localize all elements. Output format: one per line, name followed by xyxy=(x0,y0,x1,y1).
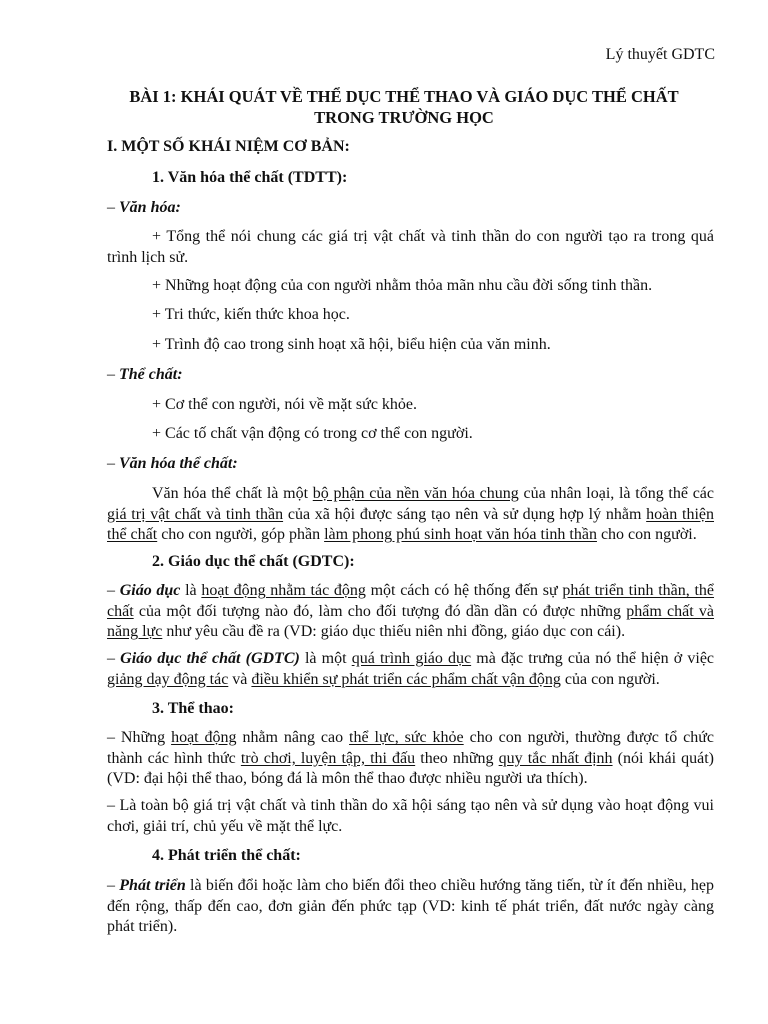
underlined-phrase: trò chơi, luyện tập, thi đấu xyxy=(240,749,416,767)
text-run: theo những xyxy=(415,749,499,767)
giao-duc-paragraph xyxy=(107,581,714,643)
title-line-1: BÀI 1: KHÁI QUÁT VỀ THỂ DỤC THỂ THAO VÀ GIÁO DỤC THỂ CHẤT xyxy=(129,87,679,106)
term-label: Thể chất: xyxy=(119,366,183,383)
subsection-heading-2: 2. Giáo dục thể chất (GDTC): xyxy=(152,553,355,570)
running-header: Lý thuyết GDTC xyxy=(605,46,715,63)
title-line-2: TRONG TRƯỜNG HỌC xyxy=(314,108,494,127)
underlined-phrase: điều khiển sự phát triển các phẩm chất vận động xyxy=(251,670,561,688)
underlined-phrase: hoạt động xyxy=(171,729,237,746)
text-run: là một xyxy=(299,650,352,667)
the-thao-paragraph-2: – Là toàn bộ giá trị vật chất và tinh thần do xã hội sáng tạo nên và sử dụng vào hoạt động vui chơi, giải trí, chủ yếu về mặt thể lực. xyxy=(107,797,714,835)
text-run: – xyxy=(107,650,121,667)
van-hoa-item-1: + Tổng thể nói chung các giá trị vật chất và tinh thần do con người tạo ra trong quá trình lịch sử. xyxy=(107,228,714,266)
text-run: của con người. xyxy=(560,670,660,688)
van-hoa-item-3: + Tri thức, kiến thức khoa học. xyxy=(152,306,350,323)
van-hoa-item-2: + Những hoạt động của con người nhằm thỏa mãn nhu cầu đời sống tinh thần. xyxy=(152,277,653,294)
lesson-title xyxy=(100,86,708,128)
text-run: và xyxy=(228,670,252,688)
text-run: (nói khái quát) (VD: đại hội thể thao, bóng đá là môn thể thao được nhiều người ưa thích). xyxy=(107,749,714,787)
underlined-phrase: phát triển tinh thần, thể chất xyxy=(107,582,715,620)
text-run: của một đối tượng nào đó, làm cho đối tượng đó dần dần có được những xyxy=(133,602,627,620)
van-hoa-item-4: + Trình độ cao trong sinh hoạt xã hội, biểu hiện của văn minh. xyxy=(152,336,551,353)
term-van-hoa: – Văn hóa: xyxy=(107,199,181,216)
text-run: như yêu cầu đề ra (VD: giáo dục thiếu niên nhi đồng, giáo dục con cái). xyxy=(162,623,626,640)
underlined-phrase: hoạt động nhằm tác động xyxy=(201,582,366,599)
subsection-heading-3: 3. Thể thao: xyxy=(152,700,234,717)
underlined-phrase: hoàn thiện thể chất xyxy=(107,505,715,543)
underlined-phrase: giá trị vật chất và tinh thần xyxy=(107,505,284,523)
text-run: cho con người. xyxy=(596,526,697,543)
underlined-phrase: giảng dạy động tác xyxy=(107,670,229,688)
underlined-phrase: quy tắc nhất định xyxy=(498,749,613,767)
underlined-phrase: làm phong phú sinh hoạt văn hóa tinh thần xyxy=(324,526,597,543)
the-thao-paragraph-1 xyxy=(107,728,714,790)
subsection-heading-4: 4. Phát triển thể chất: xyxy=(152,847,301,864)
term-label: Văn hóa thể chất: xyxy=(119,455,238,472)
the-chat-item-2: + Các tố chất vận động có trong cơ thể con người. xyxy=(152,425,473,442)
underlined-phrase: phẩm chất và năng lực xyxy=(107,602,715,640)
phat-trien-paragraph xyxy=(107,876,714,938)
gdtc-paragraph xyxy=(107,649,714,690)
van-hoa-the-chat-paragraph xyxy=(107,484,714,546)
term-the-chat: – Thể chất: xyxy=(107,366,183,383)
subsection-heading-1: 1. Văn hóa thể chất (TDTT): xyxy=(152,169,348,186)
text-run: của xã hội được sáng tạo nên và sử dụng hợp lý nhằm xyxy=(283,505,647,523)
term-van-hoa-the-chat: – Văn hóa thể chất: xyxy=(107,455,238,472)
underlined-phrase: quá trình giáo dục xyxy=(351,650,472,667)
text-run: là xyxy=(180,582,202,599)
text-run: cho con người, góp phần xyxy=(157,526,325,543)
the-chat-item-1: + Cơ thể con người, nói về mặt sức khỏe. xyxy=(152,396,418,413)
term-label: Giáo dục thể chất (GDTC) xyxy=(120,650,300,667)
text-run: – xyxy=(107,877,120,894)
text-run: nhằm nâng cao xyxy=(236,729,350,746)
underlined-phrase: thể lực, sức khỏe xyxy=(349,729,464,746)
text-run: – Những xyxy=(107,729,172,746)
term-label: Văn hóa: xyxy=(119,199,181,216)
text-run: là biến đổi hoặc làm cho biến đổi theo chiều hướng tăng tiến, từ ít đến nhiều, hẹp đến rộng, thấp đến cao, đơn giản đến phức tạp (VD: kinh tế phát triển, đất nước ngày càng phát triển). xyxy=(107,877,714,935)
section-heading: I. MỘT SỐ KHÁI NIỆM CƠ BẢN: xyxy=(107,138,350,155)
term-label: Phát triển xyxy=(119,877,186,894)
underlined-phrase: bộ phận của nền văn hóa chung xyxy=(312,485,519,502)
text-run: của nhân loại, là tổng thể các xyxy=(518,485,715,502)
text-run: – xyxy=(107,582,120,599)
text-run: một cách có hệ thống đến sự xyxy=(365,582,563,599)
term-label: Giáo dục xyxy=(119,582,181,599)
text-run: Văn hóa thể chất là một xyxy=(152,485,313,502)
text-run: cho con người, thường được tổ chức thành các hình thức xyxy=(107,729,714,767)
text-run: mà đặc trưng của nó thể hiện ở việc xyxy=(471,650,715,667)
